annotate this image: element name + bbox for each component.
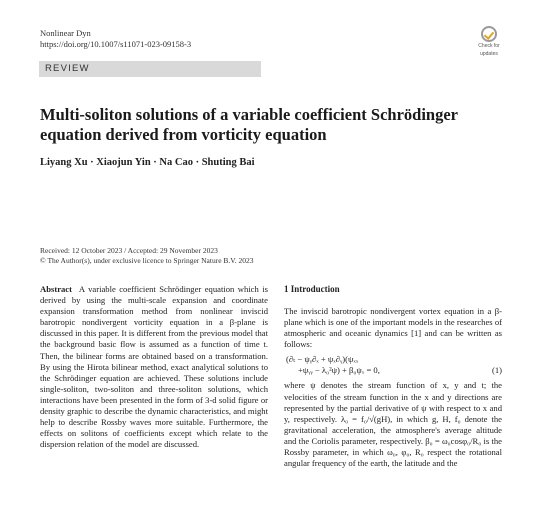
journal-name: Nonlinear Dyn <box>40 28 91 38</box>
check-updates-icon <box>481 26 497 42</box>
equation-1-part-a: (∂ₜ − ψᵧ∂ₓ + ψₓ∂ᵧ)(ψₓₓ <box>286 354 359 365</box>
section-heading-introduction: 1 Introduction <box>284 284 340 294</box>
article-type-banner: REVIEW <box>39 61 261 77</box>
abstract-text: A variable coefficient Schrödinger equation which is derived by using the multi-scale expansion and coordinate expansion transformation method from nonlinear inviscid barotropic nondivergent vorticity equation in a β-plane is discussed in this paper. It is different from the previous model that the background basic flow is assumed as a function of time t. Then, the bilinear forms are obtained based on a transformation. By using the Hirota bilinear method, exact analytical solutions to the Schrödinger equation are achieved. These solutions include single-soliton, two-soliton and three-soliton solutions, which interactions have been presented in the form of 3-d solid figure or density graphic to describe the dynamic characteristics, and might help to describe Rossby waves more suitable. Furthermore, the effects on solitons of coefficients except which relate to the dispersion relation of the model are discussed. <box>40 284 269 450</box>
doi-link[interactable]: https://doi.org/10.1007/s11071-023-09158-3 <box>40 39 192 49</box>
badge-label-1: Check for <box>478 43 500 49</box>
equation-line-1 <box>284 354 502 365</box>
introduction-column <box>284 284 502 469</box>
abstract-paragraph <box>40 284 268 450</box>
abstract-column <box>40 284 268 450</box>
abstract-heading: Abstract <box>40 284 72 294</box>
equation-1-part-b: +ψᵧᵧ − λ₀²ψ) + β₀ψₓ = 0, <box>298 365 380 376</box>
title-line-1: Multi-soliton solutions of a variable coefficient Schrödinger <box>40 105 458 124</box>
copyright-line: © The Author(s), under exclusive licence to Springer Nature B.V. 2023 <box>40 256 254 265</box>
paper-title <box>40 105 510 145</box>
equation-number: (1) <box>491 365 502 376</box>
article-history <box>40 246 254 266</box>
journal-header <box>40 28 191 50</box>
intro-paragraph-1: The inviscid barotropic nondivergent vortex equation in a β-plane which is one of the important models in the researches of atmospheric and oceanic dynamics [1] and can be written as follows: <box>284 306 502 350</box>
check-for-updates-badge[interactable] <box>474 26 504 57</box>
author-list: Liyang Xu · Xiaojun Yin · Na Cao · Shuting Bai <box>40 157 255 168</box>
received-accepted-dates: Received: 12 October 2023 / Accepted: 29 November 2023 <box>40 246 218 255</box>
badge-label-2: updates <box>480 50 498 57</box>
intro-paragraph-2: where ψ denotes the stream function of x, y and t; the velocities of the stream function in the x and y directions are represented by the partial derivative of ψ with respect to x and y, respectively. λ₀ = f₀/√(gH), in which g, H, f₀ denote the gravitational acceleration, the atmosphere's average altitude and the Coriolis parameter, respectively. β₀ = ω₀cosφ₀/R₀ is the Rossby parameter, in which ω₀, φ₀, R₀ respect the rotational angular frequency of the earth, the latitude and the <box>284 380 502 469</box>
title-line-2: equation derived from vorticity equation <box>40 125 327 144</box>
equation-line-2 <box>284 365 502 376</box>
